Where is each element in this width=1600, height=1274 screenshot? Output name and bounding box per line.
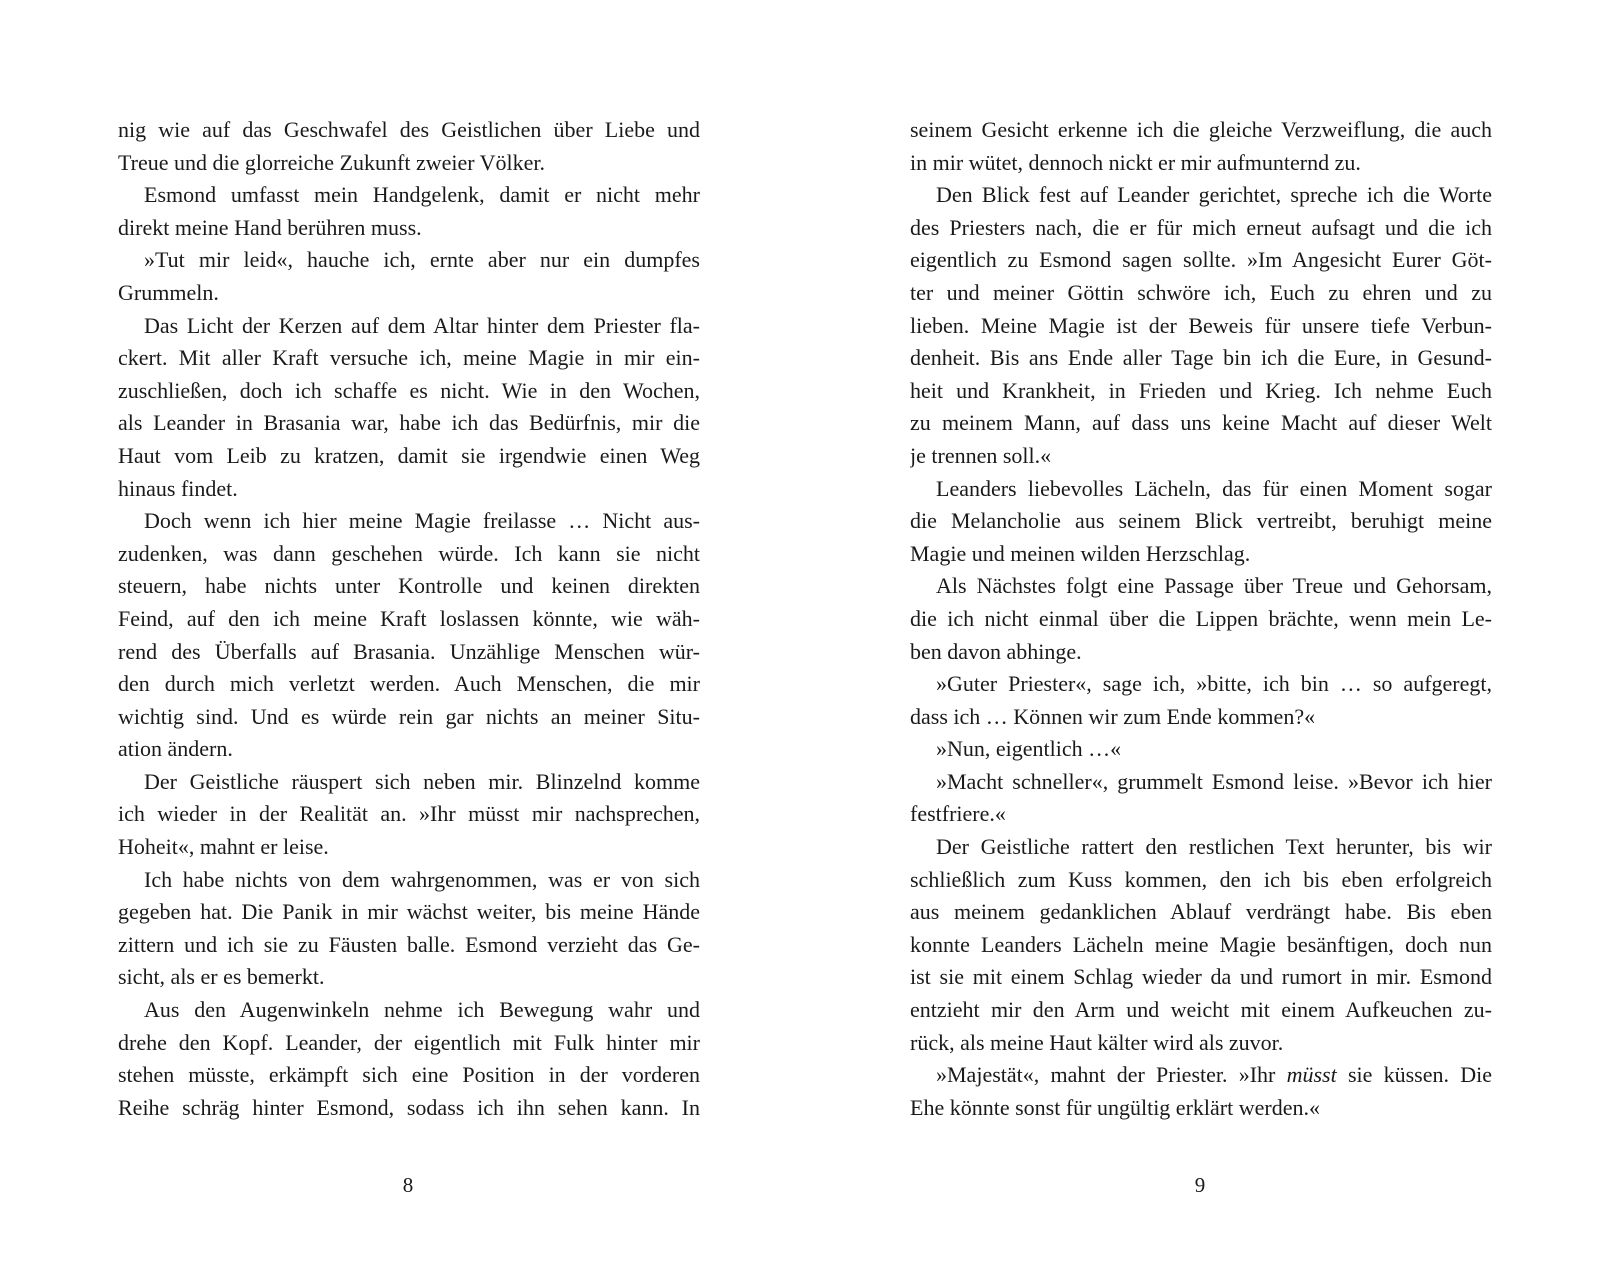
text-line: Aus den Augenwinkeln nehme ich Bewegung wahr und <box>144 997 700 1023</box>
text-line: dass ich … Können wir zum Ende kommen?« <box>910 703 1316 729</box>
text-line: Den Blick fest auf Leander gerichtet, spreche ich die Worte <box>936 182 1492 208</box>
text-line: »Macht schneller«, grummelt Esmond leise. »Bevor ich hier <box>936 768 1492 794</box>
text-line: Esmond umfasst mein Handgelenk, damit er nicht mehr <box>144 182 700 208</box>
text-line: Das Licht der Kerzen auf dem Altar hinter dem Priester fla- <box>144 312 700 338</box>
text-line: Ehe könnte sonst für ungültig erklärt werden.« <box>910 1094 1320 1120</box>
text-line: »Majestät«, mahnt der Priester. »Ihr müsst sie küssen. Die <box>936 1062 1492 1088</box>
text-line: heit und Krankheit, in Frieden und Krieg. Ich nehme Euch <box>910 377 1492 403</box>
text-line: die Melancholie aus seinem Blick vertreibt, beruhigt meine <box>910 508 1492 534</box>
text-line: rück, als meine Haut kälter wird als zuvor. <box>910 1029 1284 1055</box>
text-line: steuern, habe nichts unter Kontrolle und keinen direkten <box>118 573 700 599</box>
text-line: »Guter Priester«, sage ich, »bitte, ich bin … so aufgeregt, <box>936 671 1492 697</box>
right-page-text <box>910 114 1492 1124</box>
text-line: Ich habe nichts von dem wahrgenommen, was er von sich <box>144 866 700 892</box>
left-page-number: 8 <box>402 1173 414 1197</box>
text-line: zu meinem Mann, auf dass uns keine Macht auf dieser Welt <box>910 410 1492 436</box>
text-line: Doch wenn ich hier meine Magie freilasse … Nicht aus- <box>144 508 700 534</box>
text-line: sicht, als er es bemerkt. <box>118 964 325 990</box>
text-line: konnte Leanders Lächeln meine Magie besänftigen, doch nun <box>910 931 1492 957</box>
text-line: Magie und meinen wilden Herzschlag. <box>910 540 1251 566</box>
text-line: zittern und ich sie zu Fäusten balle. Esmond verzieht das Ge- <box>118 931 700 957</box>
text-line: Als Nächstes folgt eine Passage über Treue und Gehorsam, <box>936 573 1492 599</box>
text-line: entzieht mir den Arm und weicht mit einem Aufkeuchen zu- <box>910 997 1492 1023</box>
text-line: aus meinem gedanklichen Ablauf verdrängt habe. Bis eben <box>910 899 1492 925</box>
text-line: »Tut mir leid«, hauche ich, ernte aber nur ein dumpfes <box>144 247 700 273</box>
text-line: je trennen soll.« <box>910 442 1052 468</box>
text-line: Treue und die glorreiche Zukunft zweier Völker. <box>118 149 546 175</box>
text-line: stehen müsste, erkämpft sich eine Position in der vorderen <box>118 1062 700 1088</box>
text-line: hinaus findet. <box>118 475 238 501</box>
text-line: ation ändern. <box>118 736 233 762</box>
text-line: eigentlich zu Esmond sagen sollte. »Im Angesicht Eurer Göt- <box>910 247 1492 273</box>
text-line: festfriere.« <box>910 801 1006 827</box>
left-page-text <box>118 114 700 1124</box>
text-line: schließlich zum Kuss kommen, den ich bis eben erfolgreich <box>910 866 1492 892</box>
text-line: ist sie mit einem Schlag wieder da und rumort in mir. Esmond <box>910 964 1492 990</box>
text-line: gegeben hat. Die Panik in mir wächst weiter, bis meine Hände <box>118 899 700 925</box>
right-page <box>910 114 1492 1124</box>
text-line: »Nun, eigentlich …« <box>936 736 1122 762</box>
text-line: Reihe schräg hinter Esmond, sodass ich ihn sehen kann. In <box>118 1094 700 1120</box>
text-line: als Leander in Brasania war, habe ich das Bedürfnis, mir die <box>118 410 700 436</box>
text-line: wichtig sind. Und es würde rein gar nichts an meiner Situ- <box>118 703 700 729</box>
text-line: den durch mich verletzt werden. Auch Menschen, die mir <box>118 671 700 697</box>
text-line: denheit. Bis ans Ende aller Tage bin ich die Eure, in Gesund- <box>910 345 1492 371</box>
text-line: lieben. Meine Magie ist der Beweis für unsere tiefe Verbun- <box>910 312 1492 338</box>
text-line: in mir wütet, dennoch nickt er mir aufmunternd zu. <box>910 149 1361 175</box>
text-line: Der Geistliche rattert den restlichen Text herunter, bis wir <box>936 834 1492 860</box>
emphasis: müsst <box>1286 1062 1337 1088</box>
text-line: ich wieder in der Realität an. »Ihr müsst mir nachsprechen, <box>118 801 700 827</box>
text-line: Hoheit«, mahnt er leise. <box>118 834 329 860</box>
text-line: ter und meiner Göttin schwöre ich, Euch zu ehren und zu <box>910 279 1492 305</box>
text-line: nig wie auf das Geschwafel des Geistlichen über Liebe und <box>118 117 700 142</box>
text-line: Der Geistliche räuspert sich neben mir. Blinzelnd komme <box>144 768 700 794</box>
text-line: drehe den Kopf. Leander, der eigentlich mit Fulk hinter mir <box>118 1029 700 1055</box>
right-page-number: 9 <box>1194 1173 1206 1197</box>
text-line: ckert. Mit aller Kraft versuche ich, meine Magie in mir ein- <box>118 345 700 371</box>
text-line: Leanders liebevolles Lächeln, das für einen Moment sogar <box>936 475 1492 501</box>
text-line: Grummeln. <box>118 279 219 305</box>
left-page <box>118 114 700 1124</box>
text-line: des Priesters nach, die er für mich erneut aufsagt und die ich <box>910 214 1492 240</box>
text-line: Feind, auf den ich meine Kraft loslassen könnte, wie wäh- <box>118 605 700 631</box>
text-line: direkt meine Hand berühren muss. <box>118 214 422 240</box>
text-line: die ich nicht einmal über die Lippen brächte, wenn mein Le- <box>910 605 1492 631</box>
text-line: zuschließen, doch ich schaffe es nicht. Wie in den Wochen, <box>118 377 700 403</box>
text-line: zudenken, was dann geschehen würde. Ich kann sie nicht <box>118 540 700 566</box>
text-line: Haut vom Leib zu kratzen, damit sie irgendwie einen Weg <box>118 442 700 468</box>
text-line: ben davon abhinge. <box>910 638 1082 664</box>
text-line: seinem Gesicht erkenne ich die gleiche Verzweiflung, die auch <box>910 117 1492 142</box>
text-line: rend des Überfalls auf Brasania. Unzählige Menschen wür- <box>118 638 700 664</box>
